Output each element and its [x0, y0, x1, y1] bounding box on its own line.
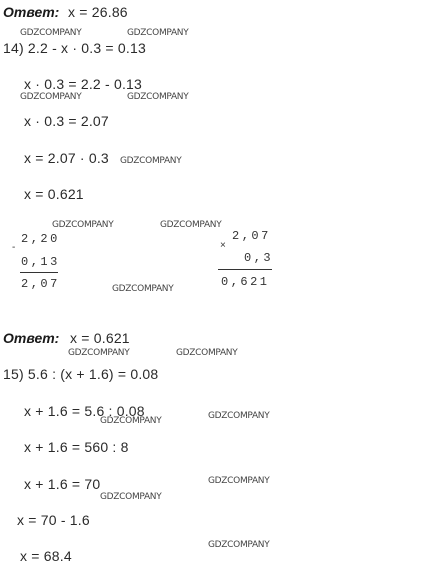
minuend: 2,20	[21, 232, 60, 246]
result-line	[20, 272, 58, 273]
watermark: GDZCOMPANY	[68, 348, 130, 358]
watermark: GDZCOMPANY	[100, 492, 162, 502]
watermark: GDZCOMPANY	[20, 92, 82, 102]
watermark: GDZCOMPANY	[127, 92, 189, 102]
multiplier: 0,3	[244, 251, 274, 265]
problem-statement: 14) 2.2 - x · 0.3 = 0.13	[3, 40, 146, 56]
watermark: GDZCOMPANY	[160, 220, 222, 230]
answer-step: x = 68.4	[20, 548, 72, 564]
answer-step: x = 0.621	[24, 186, 84, 202]
watermark: GDZCOMPANY	[52, 220, 114, 230]
watermark: GDZCOMPANY	[208, 476, 270, 486]
equation-step: x + 1.6 = 560 : 8	[24, 439, 129, 455]
answer-value: x = 0.621	[70, 330, 130, 346]
watermark: GDZCOMPANY	[208, 540, 270, 550]
equation-step: x + 1.6 = 5.6 : 0.08	[24, 403, 145, 419]
equation-step: x + 1.6 = 70	[24, 476, 101, 492]
watermark: GDZCOMPANY	[127, 28, 189, 38]
minus-operator: -	[12, 242, 16, 253]
result-line	[218, 269, 272, 270]
watermark: GDZCOMPANY	[208, 411, 270, 421]
product: 0,621	[221, 275, 270, 289]
difference: 2,07	[21, 277, 60, 291]
watermark: GDZCOMPANY	[176, 348, 238, 358]
answer-label: Ответ:	[3, 4, 60, 20]
subtrahend: 0,13	[21, 255, 60, 269]
watermark: GDZCOMPANY	[100, 416, 162, 426]
answer-label: Ответ:	[3, 330, 60, 346]
equation-step: x = 70 - 1.6	[17, 512, 90, 528]
times-operator: ×	[220, 240, 226, 251]
watermark: GDZCOMPANY	[120, 156, 182, 166]
multiplicand: 2,07	[232, 229, 271, 243]
problem-statement: 15) 5.6 : (x + 1.6) = 0.08	[3, 366, 159, 382]
watermark: GDZCOMPANY	[20, 28, 82, 38]
answer-value: x = 26.86	[68, 4, 128, 20]
equation-step: x · 0.3 = 2.2 - 0.13	[24, 76, 143, 92]
equation-step: x · 0.3 = 2.07	[24, 113, 109, 129]
watermark: GDZCOMPANY	[112, 284, 174, 294]
equation-step: x = 2.07 · 0.3	[24, 150, 109, 166]
